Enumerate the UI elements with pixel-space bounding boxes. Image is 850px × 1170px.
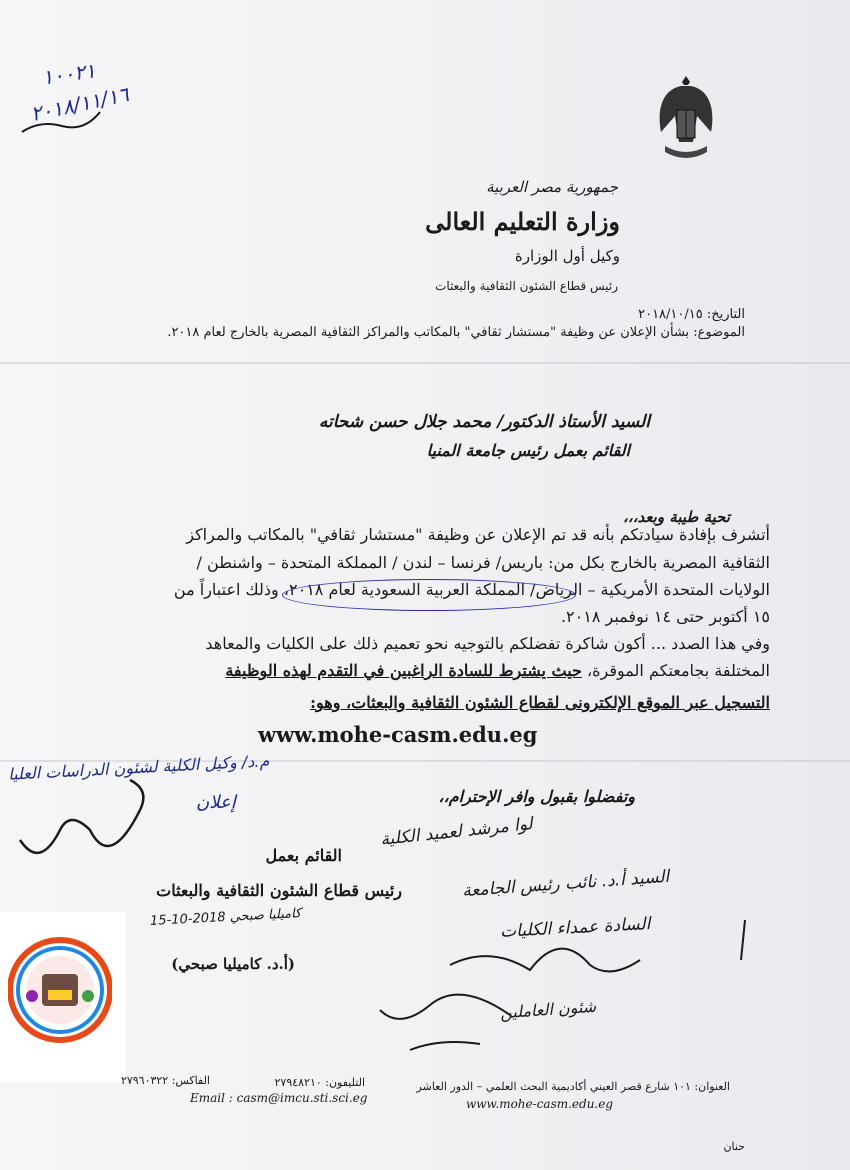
handwritten-note: شئون العاملين (499, 996, 597, 1023)
body-line: ١٥ أكتوبر حتى ١٤ نوفمبر ٢٠١٨. (560, 607, 770, 626)
date-line: التاريخ: ٢٠١٨/١٠/١٥ (638, 307, 745, 322)
addressee-name: السيد الأستاذ الدكتور/ محمد جلال حسن شحاته (318, 412, 650, 432)
header-deputy: وكيل أول الوزارة (514, 247, 620, 265)
emphasis-text: حيث يشترط للسادة الراغبين في التقدم لهذه الوظيفة (225, 661, 582, 680)
services-logo-icon (8, 930, 112, 1056)
handwritten-note: إعلان (196, 792, 236, 813)
handwritten-note: م.د/ وكيل الكلية لشئون الدراسات العليا (7, 751, 270, 784)
signature-title: القائم بعمل (265, 846, 342, 865)
body-line: الولايات المتحدة الأمريكية – الرياض/ المملكة العربية السعودية لعام ٢٠١٨، وذلك اعتباراً من (173, 580, 770, 599)
signatory-name: (أ.د. كاميليا صبحي) (171, 955, 295, 973)
body-line: المختلفة بجامعتكم الموقرة، حيث يشترط للسادة الراغبين في التقدم لهذه الوظيفة (225, 661, 770, 680)
handwritten-note: السادة عمداء الكليات (499, 914, 651, 942)
footer-address: العنوان: ١٠١ شارع قصر العيني أكاديمية البحث العلمي – الدور العاشر (416, 1080, 730, 1093)
header-ministry: وزارة التعليم العالى (425, 207, 620, 236)
body-line: التسجيل عبر الموقع الإلكترونى لقطاع الشئون الثقافية والبعثات، وهو: (310, 693, 770, 712)
footer-website[interactable]: www.mohe-casm.edu.eg (466, 1097, 614, 1111)
handwritten-note: السيد أ.د. نائب رئيس الجامعة (461, 866, 670, 902)
subject-line: الموضوع: بشأن الإعلان عن وظيفة "مستشار ثقافي" بالمكاتب والمراكز الثقافية المصرية بالخارج لعام ٢٠١٨. (167, 325, 745, 340)
handwritten-note: لوا مرشد لعميد الكلية (379, 814, 534, 850)
header-sector: رئيس قطاع الشئون الثقافية والبعثات (435, 279, 618, 293)
addressee-role: القائم بعمل رئيس جامعة المنيا (426, 441, 630, 460)
signature-title-sector: رئيس قطاع الشئون الثقافية والبعثات (156, 881, 402, 900)
footer-phone: التليفون: ٢٧٩٤٨٢١٠ (274, 1076, 365, 1089)
handwritten-date: كاميليا صبحي 2018-10-15 (149, 906, 302, 929)
website-link[interactable]: www.mohe-casm.edu.eg (258, 722, 538, 747)
body-line: وفي هذا الصدد ... أكون شاكرة تفضلكم بالتوجيه نحو تعميم ذلك على الكليات والمعاهد (205, 634, 770, 653)
footer-email[interactable]: Email : casm@imcu.sti.sci.eg (190, 1091, 368, 1105)
body-line: أتشرف بإفادة سيادتكم بأنه قد تم الإعلان عن وظيفة "مستشار ثقافي" بالمكاتب والمراكز (186, 525, 770, 544)
handwritten-date: ٢٠١٨/١١/١٦ (28, 81, 131, 127)
greeting: تحية طيبة وبعد،،، (623, 508, 730, 526)
closing: وتفضلوا بقبول وافر الإحترام،، (438, 787, 635, 806)
body-line: الثقافية المصرية بالخارج بكل من: باريس/ فرنسا – لندن / المملكة المتحدة – واشنطن / (196, 553, 770, 572)
header-country: جمهورية مصر العربية (486, 178, 618, 196)
typist-initials: حنان (723, 1140, 745, 1153)
handwritten-number: ١٠٠٢١ (40, 58, 98, 90)
footer-fax: الفاكس: ٢٧٩٦٠٣٢٢ (120, 1074, 210, 1087)
